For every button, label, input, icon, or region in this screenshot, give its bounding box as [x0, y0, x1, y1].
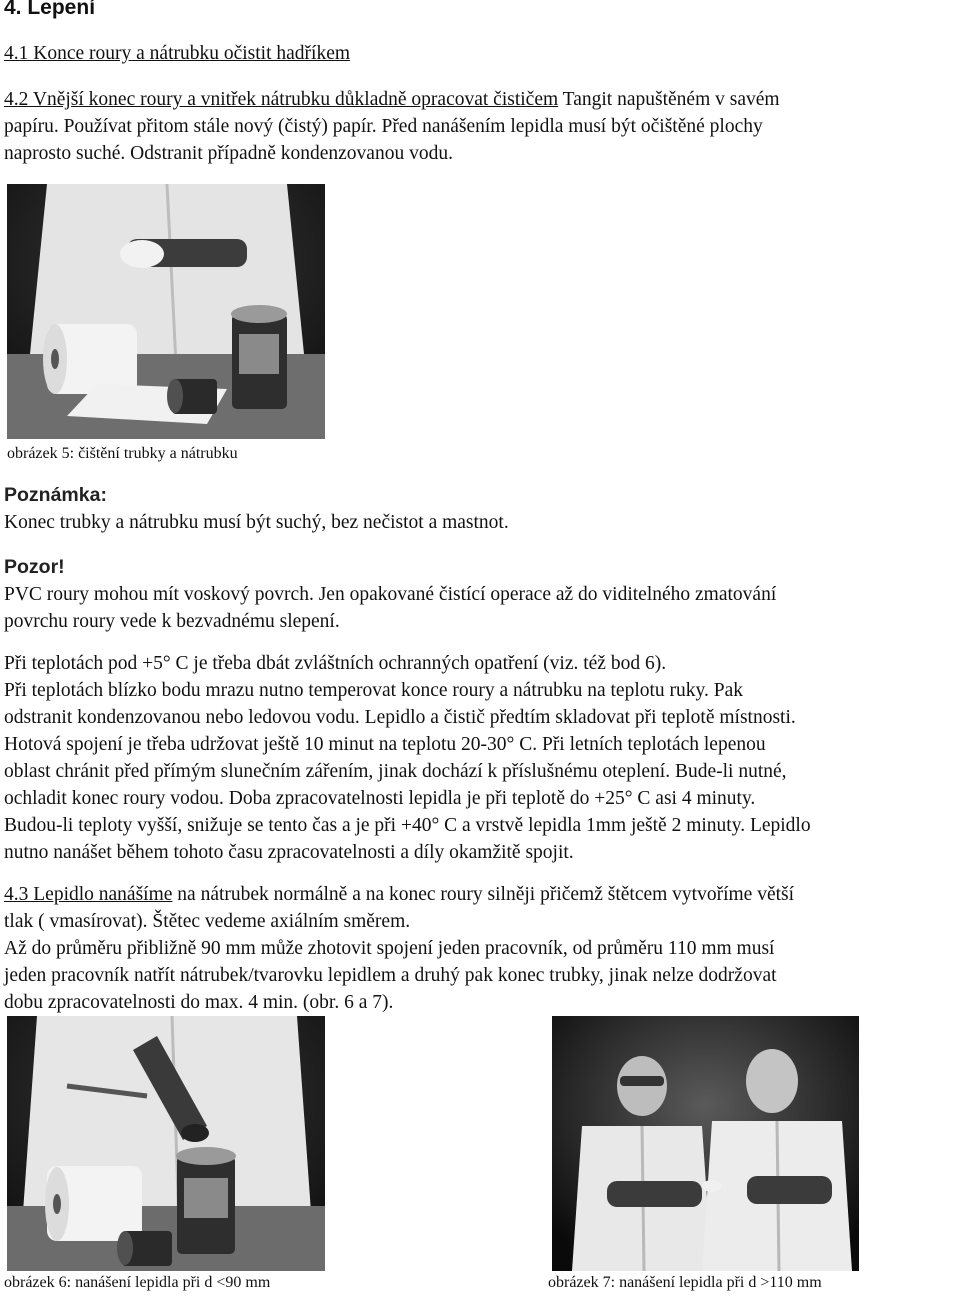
- figure-5-caption: obrázek 5: čištění trubky a nátrubku: [7, 445, 238, 462]
- step-4-2-line-3: naprosto suché. Odstranit případně kondenzovanou vodu.: [4, 143, 453, 164]
- temperature-line: nutno nanášet během tohoto času zpracovatelnosti a díly okamžitě spojit.: [4, 842, 574, 863]
- step-4-2-line-2: papíru. Používat přitom stále nový (čistý) papír. Před nanášením lepidla musí být očištěné plochy: [4, 116, 763, 137]
- step-4-1-text: 4.1 Konce roury a nátrubku očistit hadříkem: [4, 43, 351, 64]
- step-4-3-underlined: 4.3 Lepidlo nanášíme: [4, 884, 173, 905]
- step-4-3-line-3: Až do průměru přibližně 90 mm může zhotovit spojení jeden pracovník, od průměru 110 mm musí: [4, 938, 775, 959]
- temperature-line: ochladit konec roury vodou. Doba zpracovatelnosti lepidla je při teplotě do +25° C asi 4 minuty.: [4, 788, 756, 809]
- step-4-3-line-5: dobu zpracovatelnosti do max. 4 min. (obr. 6 a 7).: [4, 992, 394, 1013]
- step-4-2-line-1: [4, 86, 780, 113]
- figure-7-photo: [552, 1016, 859, 1271]
- temperature-line: Při teplotách blízko bodu mrazu nutno temperovat konce roury a nátrubku na teplotu ruky. Pak: [4, 680, 744, 701]
- step-4-3-line-2: tlak ( vmasírovat). Štětec vedeme axiálním směrem.: [4, 911, 411, 932]
- figure-5-photo: [7, 184, 325, 439]
- temperature-line: oblast chránit před přímým slunečním zářením, jinak dochází k příslušnému oteplení. Bude-li nutné,: [4, 761, 787, 782]
- step-4-2-rest: Tangit napuštěném v savém: [558, 89, 780, 110]
- temperature-line: Při teplotách pod +5° C je třeba dbát zvláštních ochranných opatření (viz. též bod 6).: [4, 653, 667, 674]
- note-title: Poznámka:: [4, 484, 107, 506]
- section-heading: 4. Lepení: [4, 0, 96, 19]
- note-text: Konec trubky a nátrubku musí být suchý, bez nečistot a mastnot.: [4, 512, 509, 533]
- warning-line-1: PVC roury mohou mít voskový povrch. Jen opakované čistící operace až do viditelného zmatování: [4, 584, 777, 605]
- step-4-3-rest: na nátrubek normálně a na konec roury silněji přičemž štětcem vytvoříme větší: [172, 884, 795, 905]
- temperature-line: odstranit kondenzovanou nebo ledovou vodu. Lepidlo a čistič předtím skladovat při teplotě místnosti.: [4, 707, 796, 728]
- step-4-2-underlined: 4.2 Vnější konec roury a vnitřek nátrubku důkladně opracovat čističem: [4, 89, 559, 110]
- figure-7-caption: obrázek 7: nanášení lepidla při d >110 mm: [548, 1274, 822, 1291]
- figure-6-photo: [7, 1016, 325, 1271]
- step-4-3-line-4: jeden pracovník natřít nátrubek/tvarovku lepidlem a druhý pak konec trubky, jinak nelze dodržovat: [4, 965, 777, 986]
- step-4-3-line-1: [4, 881, 794, 908]
- warning-title: Pozor!: [4, 556, 65, 578]
- figure-6-caption: obrázek 6: nanášení lepidla při d <90 mm: [4, 1274, 271, 1291]
- temperature-line: Budou-li teploty vyšší, snižuje se tento čas a je při +40° C a vrstvě lepidla 1mm ještě 2 minuty. Lepidlo: [4, 815, 811, 836]
- warning-line-2: povrchu roury vede k bezvadnému slepení.: [4, 611, 340, 632]
- step-4-1: [4, 40, 350, 67]
- temperature-line: Hotová spojení je třeba udržovat ještě 10 minut na teplotu 20-30° C. Při letních teplotách lepenou: [4, 734, 766, 755]
